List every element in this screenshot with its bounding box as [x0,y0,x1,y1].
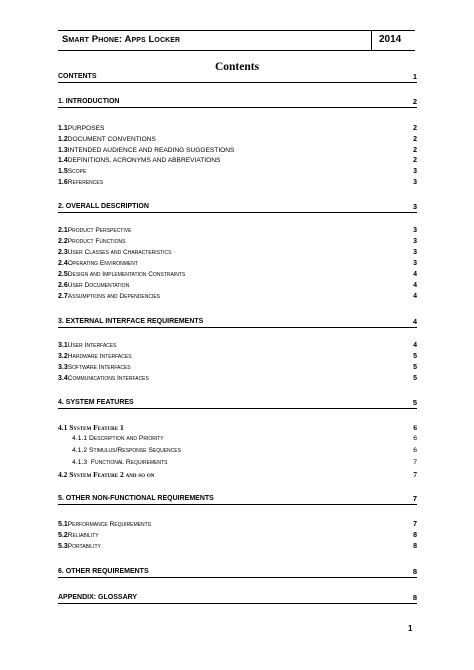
toc-section-system-features[interactable] [58,398,417,409]
toc-entry-1-1[interactable] [58,124,417,134]
header-year: 2014 [379,34,402,45]
toc-entry-page: 3 [412,202,417,211]
toc-section-external-interface[interactable] [58,317,417,328]
toc-entry-page: 4 [412,317,417,326]
toc-entry-label: References [67,179,104,186]
toc-entry-5-1[interactable] [58,520,417,530]
toc-entry-label: User Interfaces [67,342,117,349]
toc-entry-number: 5.1 [58,521,68,528]
toc-entry-label: INTENDED AUDIENCE AND READING SUGGESTIONS [67,147,235,154]
toc-entry-number: 2.3 [58,249,68,256]
toc-entry-2-3[interactable] [58,248,417,258]
toc-entry-page: 8 [412,593,417,602]
toc-entry-number: 2.2 [58,238,68,245]
toc-entry-4-1-3[interactable] [72,458,417,468]
toc-entry-label: User Classes and Characteristics [67,249,172,256]
toc-entry-page: 3 [413,179,417,186]
page-number: 1 [408,624,413,633]
toc-entry-1-4[interactable] [58,156,417,166]
toc-entry-label: System Feature 1 [69,423,124,432]
toc-entry-page: 1 [412,72,417,81]
header-divider [371,31,372,50]
toc-entry-page: 7 [413,470,417,479]
toc-entry-page: 3 [413,249,417,256]
toc-entry-label: 6. OTHER REQUIREMENTS [58,568,149,575]
toc-entry-1-2[interactable] [58,135,417,145]
toc-entry-label: Product Perspective [67,227,132,234]
toc-entry-number: 1.4 [58,157,68,164]
toc-entry-label: Operating Environment [67,260,138,267]
page-header [58,30,415,51]
toc-entry-page: 5 [413,353,417,360]
toc-entry-number: 3.4 [58,375,68,382]
toc-entry-3-3[interactable] [58,363,417,373]
toc-entry-number: 2.4 [58,260,68,267]
toc-section-non-functional[interactable] [58,494,417,505]
toc-entry-number: 4.2 [58,470,68,479]
toc-entry-number: 2.1 [58,227,68,234]
toc-entry-label: Design and Implementation Constraints [67,271,186,278]
toc-section-appendix[interactable] [58,593,417,604]
toc-entry-number: 4.1.1 [72,435,88,442]
toc-entry-label: Functional Requirements [90,459,168,466]
toc-entry-page: 2 [413,147,417,154]
toc-entry-number: 1.5 [58,168,68,175]
toc-entry-5-3[interactable] [58,542,417,552]
toc-entry-number: 2.6 [58,282,68,289]
toc-entry-2-6[interactable] [58,281,417,291]
toc-entry-page: 5 [413,375,417,382]
toc-entry-page: 4 [413,282,417,289]
contents-heading: Contents [214,61,260,73]
toc-entry-label: System Feature 2 and so on [69,470,155,479]
toc-entry-page: 5 [413,364,417,371]
toc-entry-page: 7 [413,459,417,466]
toc-entry-page: 4 [413,271,417,278]
toc-entry-page: 8 [412,567,417,576]
toc-entry-contents[interactable] [58,72,417,83]
toc-entry-label: Hardware Interfaces [67,353,132,360]
toc-entry-label: Performance Requirements [67,521,151,528]
toc-entry-number: 3.1 [58,342,68,349]
toc-entry-label: DOCUMENT CONVENTIONS [67,136,156,143]
toc-entry-page: 4 [413,293,417,300]
toc-entry-page: 8 [413,543,417,550]
header-title: Smart Phone: Apps Locker [62,34,181,45]
toc-entry-2-1[interactable] [58,226,417,236]
toc-entry-page: 3 [413,238,417,245]
toc-entry-number: 5.3 [58,543,68,550]
toc-entry-label: Software Interfaces [67,364,131,371]
toc-entry-4-1[interactable] [58,423,417,433]
toc-entry-4-1-2[interactable] [72,446,417,456]
toc-entry-label: 3. EXTERNAL INTERFACE REQUIREMENTS [58,318,204,325]
toc-entry-number: 2.5 [58,271,68,278]
toc-entry-number: 4.1.3 [72,459,88,466]
toc-entry-page: 7 [412,494,417,503]
toc-entry-page: 3 [413,227,417,234]
toc-entry-3-4[interactable] [58,374,417,384]
toc-entry-3-1[interactable] [58,341,417,351]
toc-entry-page: 6 [413,435,417,442]
toc-entry-3-2[interactable] [58,352,417,362]
toc-entry-page: 2 [413,157,417,164]
toc-entry-number: 1.2 [58,136,68,143]
toc-entry-label: CONTENTS [58,73,97,80]
toc-entry-4-2[interactable] [58,470,417,480]
toc-entry-page: 2 [413,125,417,132]
toc-entry-label: Stimulus/Response Sequences [89,447,181,454]
toc-entry-page: 6 [413,447,417,454]
toc-entry-label: PURPOSES [67,125,105,132]
toc-entry-label: Assumptions and Dependencies [67,293,161,300]
toc-entry-page: 4 [413,342,417,349]
toc-entry-number: 5.2 [58,532,68,539]
toc-entry-page: 7 [413,521,417,528]
toc-entry-label: User Documentation [67,282,130,289]
toc-entry-4-1-1[interactable] [72,434,417,444]
toc-entry-number: 1.1 [58,125,68,132]
toc-entry-label: Reliability [67,532,99,539]
toc-entry-label: Product Functions [67,238,126,245]
toc-entry-2-7[interactable] [58,292,417,302]
toc-entry-1-5[interactable] [58,167,417,177]
toc-entry-label: Communications Interfaces [67,375,149,382]
toc-entry-2-5[interactable] [58,270,417,280]
toc-section-introduction[interactable] [58,97,417,108]
toc-entry-number: 3.3 [58,364,68,371]
toc-entry-label: Portability [67,543,101,550]
toc-entry-number: 1.6 [58,179,68,186]
toc-entry-page: 8 [413,532,417,539]
toc-entry-label: DEFINITIONS, ACRONYMS AND ABBREVIATIONS [67,157,221,164]
toc-entry-label: 1. INTRODUCTION [58,98,120,105]
toc-entry-number: 2.7 [58,293,68,300]
toc-entry-label: APPENDIX: GLOSSARY [58,594,138,601]
toc-entry-page: 6 [413,423,417,432]
toc-entry-number: 4.1 [58,423,68,432]
toc-entry-2-4[interactable] [58,259,417,269]
toc-entry-page: 3 [413,168,417,175]
toc-entry-label: 2. OVERALL DESCRIPTION [58,203,149,210]
toc-entry-1-6[interactable] [58,178,417,188]
toc-entry-2-2[interactable] [58,237,417,247]
toc-entry-number: 3.2 [58,353,68,360]
toc-entry-page: 2 [412,97,417,106]
toc-entry-number: 4.1.2 [72,447,88,454]
toc-entry-page: 3 [413,260,417,267]
toc-entry-label: Description and Priority [89,435,164,442]
toc-section-other-requirements[interactable] [58,567,417,578]
toc-entry-5-2[interactable] [58,531,417,541]
toc-entry-number: 1.3 [58,147,68,154]
toc-entry-1-3[interactable] [58,146,417,156]
toc-entry-page: 2 [413,136,417,143]
toc-entry-page: 5 [412,398,417,407]
toc-entry-label: 5. OTHER NON-FUNCTIONAL REQUIREMENTS [58,495,214,502]
toc-entry-label: 4. SYSTEM FEATURES [58,399,134,406]
toc-section-overall-description[interactable] [58,202,417,213]
toc-entry-label: Scope [67,168,87,175]
